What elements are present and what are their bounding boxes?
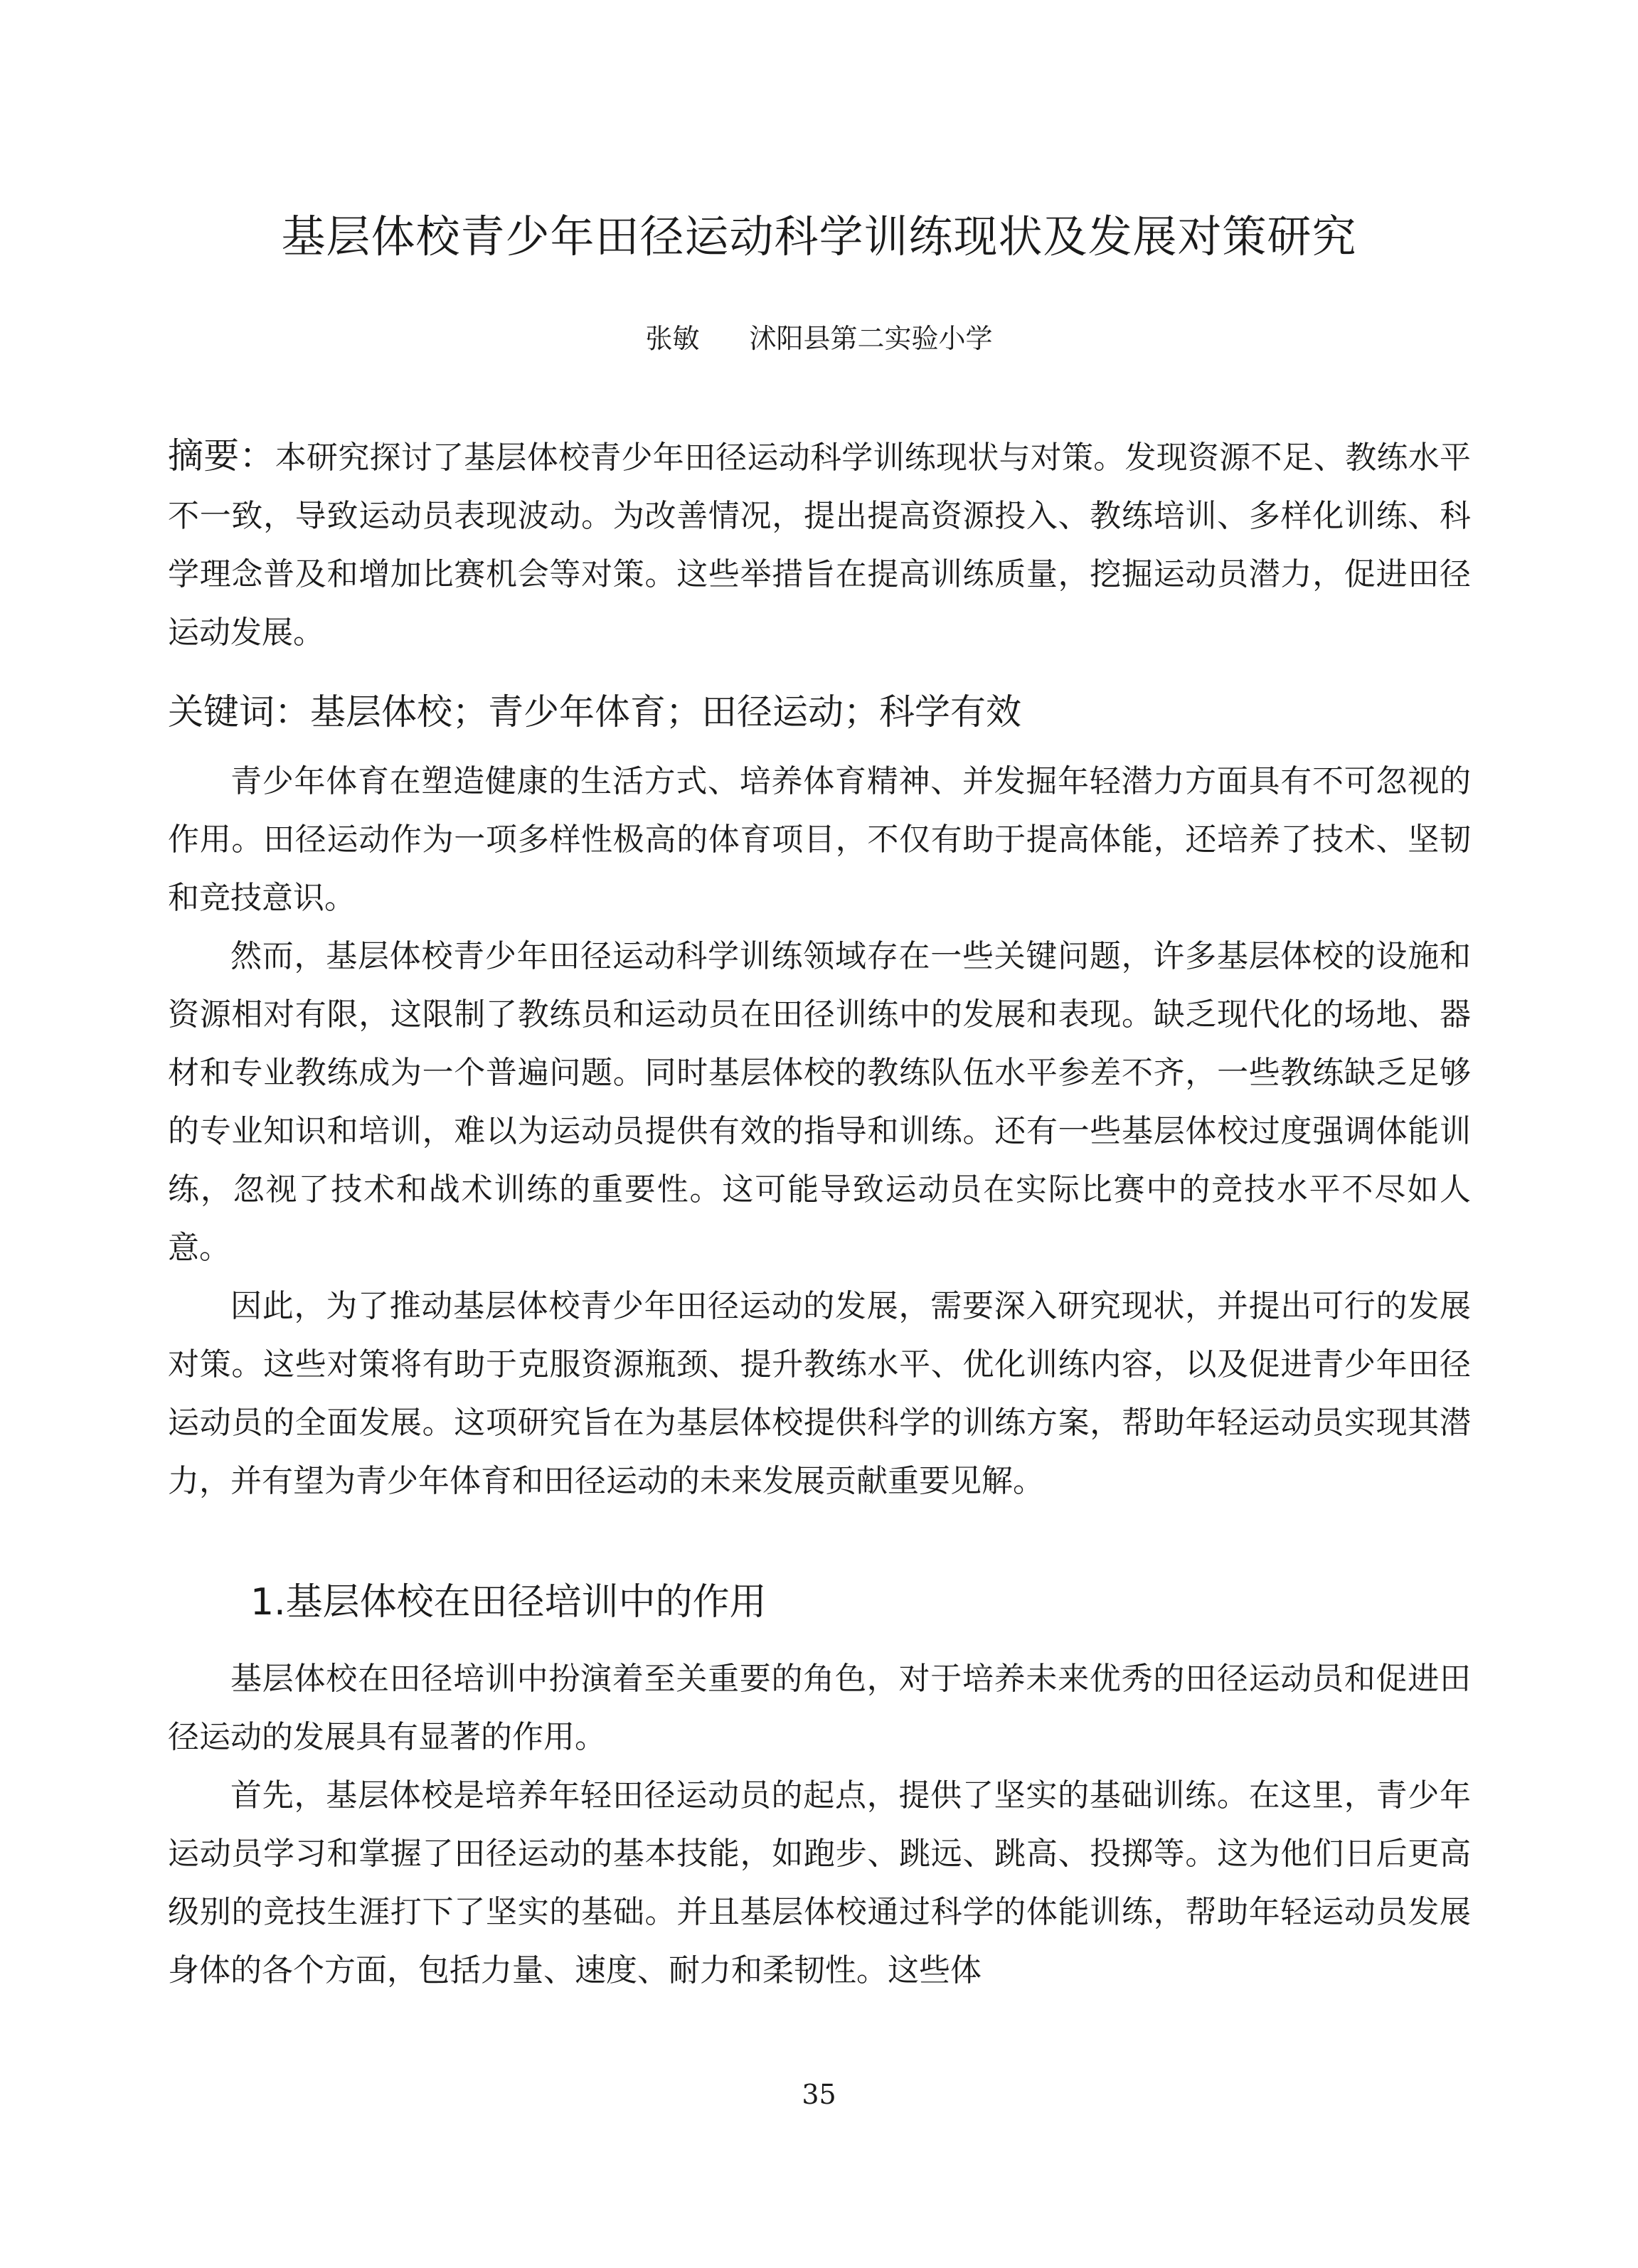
author-affiliation: 沭阳县第二实验小学 bbox=[749, 323, 993, 354]
section-paragraph-2: 首先，基层体校是培养年轻田径运动员的起点，提供了坚实的基础训练。在这里，青少年运动员学习和掌握了田径运动的基本技能，如跑步、跳远、跳高、投掷等。这为他们日后更高级别的竞技生涯打下了坚实的基础。并且基层体校通过科学的体能训练，帮助年轻运动员发展身体的各个方面，包括力量、速度、耐力和柔韧性。这些体 bbox=[168, 1777, 1471, 1989]
section-heading: 1.基层体校在田径培训中的作用 bbox=[250, 1581, 767, 1624]
body-paragraph-1: 青少年体育在塑造健康的生活方式、培养体育精神、并发掘年轻潜力方面具有不可忽视的作用。田径运动作为一项多样性极高的体育项目，不仅有助于提高体能，还培养了技术、坚韧和竞技意识。 bbox=[168, 763, 1471, 916]
abstract-text: 本研究探讨了基层体校青少年田径运动科学训练现状与对策。发现资源不足、教练水平不一致，导致运动员表现波动。为改善情况，提出提高资源投入、教练培训、多样化训练、科学理念普及和增加比赛机会等对策。这些举措旨在提高训练质量，挖掘运动员潜力，促进田径运动发展。 bbox=[168, 440, 1471, 651]
abstract-label: 摘要： bbox=[168, 435, 275, 477]
keywords: 关键词：基层体校；青少年体育；田径运动；科学有效 bbox=[168, 691, 1021, 733]
abstract bbox=[168, 427, 1471, 662]
body-paragraph-2: 然而，基层体校青少年田径运动科学训练领域存在一些关键问题，许多基层体校的设施和资源相对有限，这限制了教练员和运动员在田径训练中的发展和表现。缺乏现代化的场地、器材和专业教练成为一个普遍问题。同时基层体校的教练队伍水平参差不齐，一些教练缺乏足够的专业知识和培训，难以为运动员提供有效的指导和训练。还有一些基层体校过度强调体能训练，忽视了技术和战术训练的重要性。这可能导致运动员在实际比赛中的竞技水平不尽如人意。 bbox=[168, 938, 1471, 1266]
author-name: 张敏 bbox=[645, 323, 700, 354]
section-paragraph-1: 基层体校在田径培训中扮演着至关重要的角色，对于培养未来优秀的田径运动员和促进田径运动的发展具有显著的作用。 bbox=[168, 1661, 1471, 1755]
page-number: 35 bbox=[802, 2079, 836, 2110]
paper-title: 基层体校青少年田径运动科学训练现状及发展对策研究 bbox=[281, 211, 1357, 262]
author-line bbox=[0, 319, 1638, 358]
body-paragraph-3: 因此，为了推动基层体校青少年田径运动的发展，需要深入研究现状，并提出可行的发展对策。这些对策将有助于克服资源瓶颈、提升教练水平、优化训练内容，以及促进青少年田径运动员的全面发展。这项研究旨在为基层体校提供科学的训练方案，帮助年轻运动员实现其潜力，并有望为青少年体育和田径运动的未来发展贡献重要见解。 bbox=[168, 1288, 1471, 1499]
